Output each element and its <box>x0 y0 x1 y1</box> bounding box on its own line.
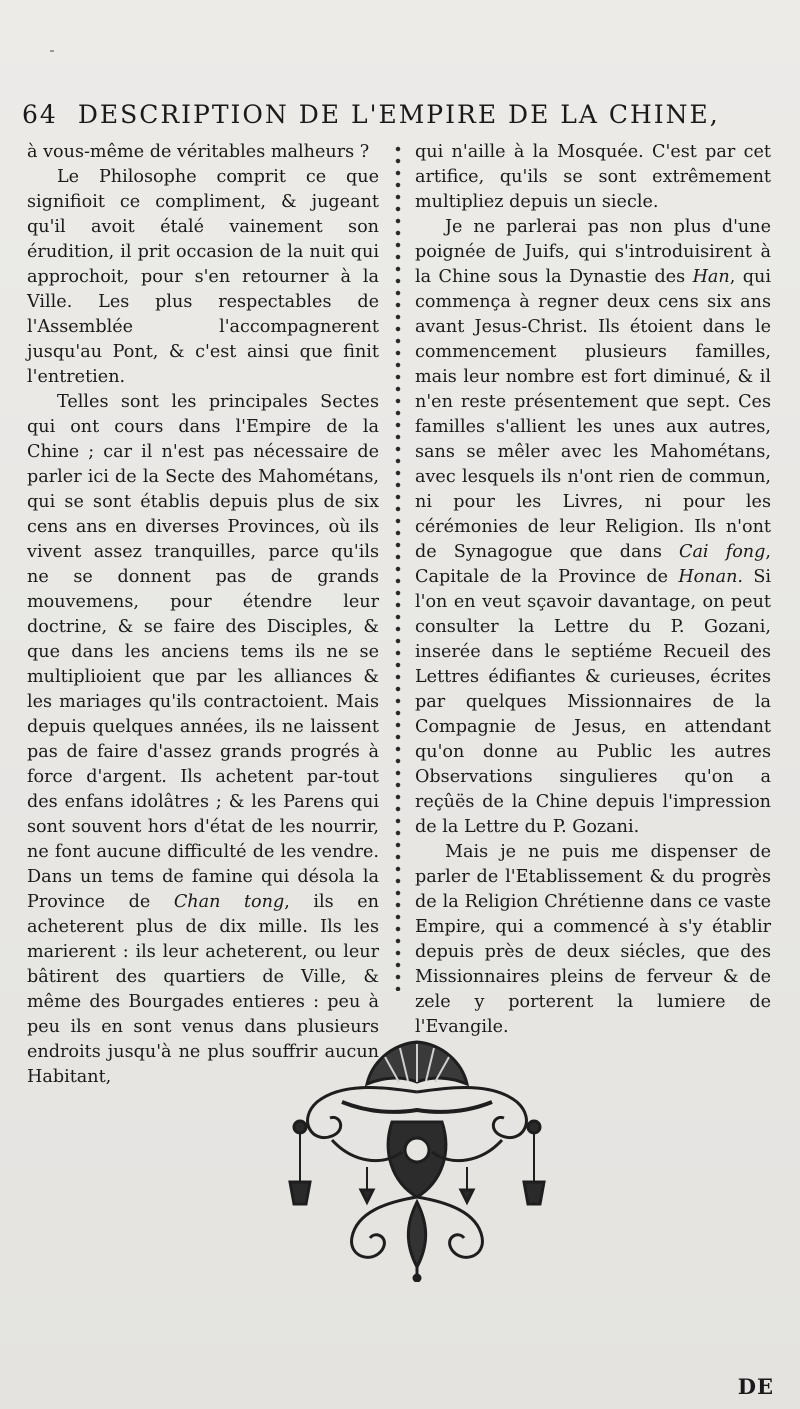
paragraph: à vous-même de véritables malheurs ? <box>27 142 370 162</box>
page-number: 64 <box>22 100 58 129</box>
text-run: Si l'on en veut sçavoir davantage, on peut consulter la Lettre du P. Gozani, inserée dans le septiéme Recueil des Lettres édifiantes & curieuses, écrites par quelques Missionnaires de la Compagnie de Jesus, en attendant qu'on donne au Public les autres Observations singulieres qu'on a reçûës de la Chine depuis l'impression de la Lettre du P. Gozani. <box>415 567 771 837</box>
italic-dynasty-name: Han <box>692 267 730 287</box>
italic-place-name: Cai fong <box>678 542 766 562</box>
catchword: DE <box>737 1374 774 1399</box>
paragraph <box>27 390 379 1090</box>
baroque-fleuron-icon <box>272 1032 562 1282</box>
right-column <box>415 140 771 1040</box>
text-run: , Capitale de la Province de <box>415 542 771 587</box>
italic-place-name: Chan tong <box>173 892 285 912</box>
text-run: Je ne parlerai pas non plus d'une poignée de Juifs, qui s'introduisirent à la Chine sous la Dynastie des <box>415 217 771 287</box>
text-run: , qui commença à regner deux cens six ans avant Jesus-Christ. Ils étoient dans le commencement plusieurs familles, mais leur nombre est fort diminué, & il n'en reste présentement que sept. Ces familles s'allient les unes aux autres, sans se mêler avec les Mahométans, avec lesquels ils n'ont rien de commun, ni pour les Livres, ni pour les cérémonies de leur Religion. Ils n'ont de Synagogue que dans <box>415 267 771 562</box>
running-header <box>22 100 792 129</box>
text-run: , ils en acheterent plus de dix mille. Ils les marierent : ils leur acheterent, ou leur bâtirent des quartiers de Ville, & même des Bourgades entieres : peu à peu ils en sont venus dans plusieurs endroits jusqu'à ne plus souffrir aucun Habitant, <box>27 892 379 1087</box>
paragraph: Le Philosophe comprit ce que signifioit ce compliment, & jugeant qu'il avoit étalé vainement son érudition, il prit occasion de la nuit qui approchoit, pour s'en retourner à la Ville. Les plus respectables de l'Assemblée l'accompagnerent jusqu'au Pont, & c'est ainsi que finit l'entretien. <box>27 167 379 387</box>
running-title: DESCRIPTION DE L'EMPIRE DE LA CHINE, <box>77 100 720 129</box>
ink-speck <box>50 50 54 52</box>
left-column <box>27 140 379 1090</box>
paragraph: Mais je ne puis me dispenser de parler de l'Etablissement & du progrès de la Religion Chrétienne dans ce vaste Empire, qui a commencé à s'y établir depuis près de deux siécles, que des Missionnaires pleins de ferveur & de zele y porterent la lumiere de l'Evangile. <box>415 842 771 1037</box>
paragraph <box>415 215 771 840</box>
text-run: Telles sont les principales Sectes qui ont cours dans l'Empire de la Chine ; car il n'est pas nécessaire de parler ici de la Secte des Mahométans, qui se sont établis depuis plus de six cens ans en diverses Provinces, où ils vivent assez tranquilles, parce qu'ils ne se donnent pas de grands mouvemens, pour étendre leur doctrine, & se faire des Disciples, & que dans les anciens tems ils ne se multiplioient que par les alliances & les mariages qu'ils contractoient. Mais depuis quelques années, ils ne laissent pas de faire d'assez grands progrés à force d'argent. Ils achetent par-tout des enfans idolâtres ; & les Parens qui sont souvent hors d'état de les nourrir, ne font aucune difficulté de les vendre. Dans un tems de famine qui désola la Province de <box>27 392 379 912</box>
italic-province-name: Honan. <box>678 567 744 587</box>
column-divider-ornament <box>391 143 405 991</box>
paragraph: qui n'aille à la Mosquée. C'est par cet artifice, qu'ils se sont extrêmement multipliez depuis un siecle. <box>415 142 771 212</box>
